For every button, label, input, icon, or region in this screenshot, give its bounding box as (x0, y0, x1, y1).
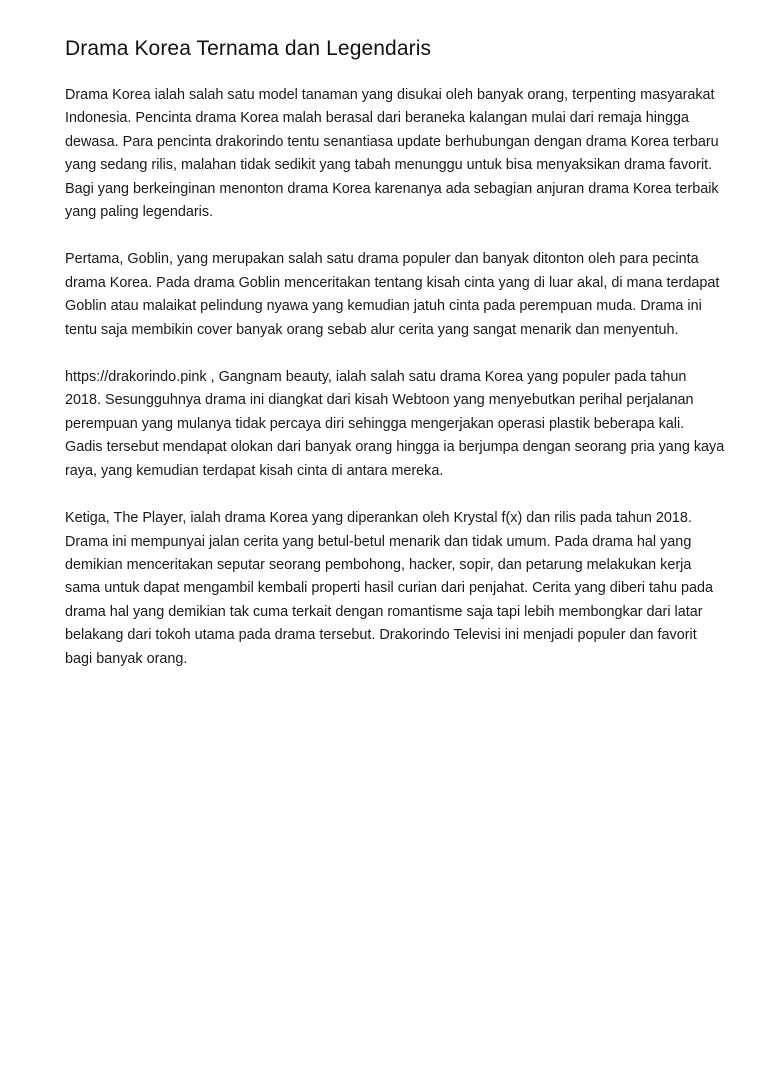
document-content (65, 36, 725, 671)
paragraph-the-player: Ketiga, The Player, ialah drama Korea yang diperankan oleh Krystal f(x) dan rilis pada tahun 2018. Drama ini mempunyai jalan cerita yang betul-betul menarik dan tidak umum. Pada drama hal yang demikian menceritakan seputar seorang pembohong, hacker, sopir, dan petarung melakukan kerja sama untuk dapat mengambil kembali properti hasil curian dari penjahat. Cerita yang diberi tahu pada drama hal yang demikian tak cuma terkait dengan romantisme saja tapi lebih membongkar dari latar belakang dari tokoh utama pada drama tersebut. Drakorindo Televisi ini menjadi populer dan favorit bagi banyak orang. (65, 510, 713, 667)
paragraph-intro: Drama Korea ialah salah satu model tanaman yang disukai oleh banyak orang, terpenting masyarakat Indonesia. Pencinta drama Korea malah berasal dari beraneka kalangan mulai dari remaja hingga dewasa. Para pencinta drakorindo tentu senantiasa update berhubungan dengan drama Korea terbaru yang sedang rilis, malahan tidak sedikit yang tabah menunggu untuk bisa menyaksikan drama favorit. Bagi yang berkeinginan menonton drama Korea karenanya ada sebagian anjuran drama Korea terbaik yang paling legendaris. (65, 87, 719, 221)
paragraph-goblin: Pertama, Goblin, yang merupakan salah satu drama populer dan banyak ditonton oleh para pecinta drama Korea. Pada drama Goblin menceritakan tentang kisah cinta yang di luar akal, di mana terdapat Goblin atau malaikat pelindung nyawa yang kemudian jatuh cinta pada perempuan muda. Drama ini tentu saja membikin cover banyak orang sebab alur cerita yang sangat menarik dan menyentuh. (65, 251, 720, 338)
document-title: Drama Korea Ternama dan Legendaris (65, 37, 432, 60)
paragraph-gangnam-beauty: https://drakorindo.pink , Gangnam beauty, ialah salah satu drama Korea yang populer pada tahun 2018. Sesungguhnya drama ini diangkat dari kisah Webtoon yang menyebutkan perihal perjalanan perempuan yang mulanya tidak percaya diri sehingga mengerjakan operasi plastik beberapa kali. Gadis tersebut mendapat olokan dari banyak orang hingga ia berjumpa dengan seorang pria yang kaya raya, yang kemudian terdapat kisah cinta di antara mereka. (65, 369, 725, 479)
